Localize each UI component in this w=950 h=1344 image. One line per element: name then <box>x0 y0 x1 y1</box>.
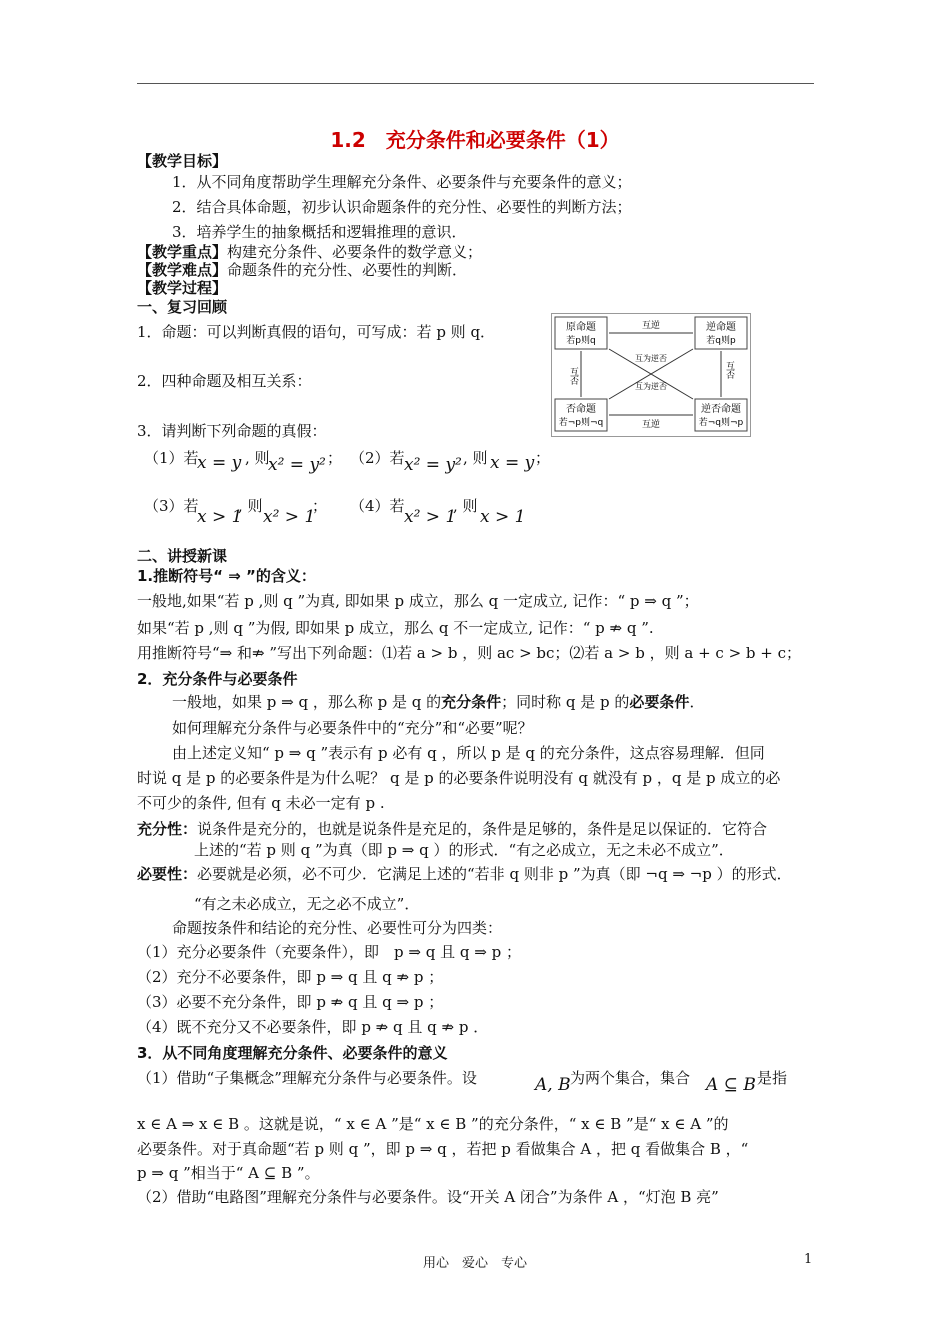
tl-title: 原命题 <box>566 322 596 333</box>
section-2-line-5: 不可少的条件, 但有 q 未必一定有 p . <box>137 794 385 812</box>
sufficiency-line-1 <box>137 818 767 839</box>
difficulty-label: 【教学难点】 <box>137 261 228 279</box>
necessity-line-1 <box>137 863 792 884</box>
section-3-subset: A ⊆ B <box>706 1075 756 1095</box>
s2-l1-e: ． <box>689 693 705 711</box>
br-sub: 若¬q则¬p <box>698 418 744 428</box>
necessary-condition-term: 必要条件 <box>629 693 690 711</box>
review-heading: 一、复习回顾 <box>137 298 228 316</box>
section-2-line-2: 如何理解充分条件与必要条件中的“充分”和“必要”呢？ <box>172 719 533 737</box>
s2-l1-c: ；同时称 q 是 p 的 <box>501 693 630 711</box>
section-1-line-1: 一般地,如果“若 p ,则 q ”为真, 即如果 p 成立，那么 q 一定成立, 记作：“ p ⇒ q ”； <box>137 592 699 610</box>
tr-sub: 若q则p <box>706 336 736 346</box>
question-3-end: ； <box>312 497 328 515</box>
section-3-line-1a: （1）借助“子集概念”理解充分条件与必要条件。设 <box>137 1069 477 1087</box>
question-3-label: （3）若 <box>144 497 199 515</box>
classification-3: （3）必要不充分条件，即 p ⇏ q 且 q ⇒ p ； <box>137 993 444 1011</box>
diag-label-1: 互为逆否 <box>635 354 667 363</box>
tl-sub: 若p则q <box>566 336 596 346</box>
question-2-label: （2）若 <box>350 449 405 467</box>
sufficient-condition-term: 充分条件 <box>441 693 502 711</box>
section-3-line-1e: 是指 <box>757 1069 788 1087</box>
review-item-1: 1．命题：可以判断真假的语句，可写成：若 p 则 q． <box>137 323 496 341</box>
question-4-condition: x² > 1 <box>404 507 457 527</box>
section-1-line-2: 如果“若 p ,则 q ”为假, 即如果 p 成立，那么 q 不一定成立, 记作：“ p ⇏ q ”. <box>137 619 654 637</box>
section-2-line-1 <box>172 691 704 712</box>
process-heading: 【教学过程】 <box>137 279 228 297</box>
necessity-line-2: “有之未必成立，无之必不成立”． <box>194 895 420 913</box>
section-3-line-3: 必要条件。对于真命题“若 p 则 q ”，即 p ⇒ q ，若把 p 看做集合 A ，把 q 看做集合 B ，“ <box>137 1140 749 1158</box>
section-3-line-5: （2）借助“电路图”理解充分条件与必要条件。设“开关 A 闭合”为条件 A ，“灯泡 B 亮” <box>137 1188 719 1206</box>
diag-label-2: 互为逆否 <box>635 382 667 391</box>
question-1-result: x² = y² <box>268 455 326 475</box>
sufficiency-text: 说条件是充分的，也就是说条件是充足的，条件是足够的，条件是足以保证的．它符合 <box>197 820 768 838</box>
page-number: 1 <box>804 1252 813 1267</box>
question-4-label: （4）若 <box>350 497 405 515</box>
sufficiency-line-2: 上述的“若 p 则 q ”为真（即 p ⇒ q ）的形式．“有之必成立，无之未必不成立”． <box>194 841 734 859</box>
page-title: 1.2 充分条件和必要条件（1） <box>330 128 620 152</box>
question-1-label: （1）若 <box>144 449 199 467</box>
section-3-heading: 3．从不同角度理解充分条件、必要条件的意义 <box>137 1044 448 1062</box>
necessity-label: 必要性： <box>137 865 198 883</box>
key-point-text: 构建充分条件、必要条件的数学意义； <box>227 243 483 261</box>
question-3-then: , 则 <box>238 497 263 515</box>
section-2-line-3: 由上述定义知“ p ⇒ q ”表示有 p 必有 q ，所以 p 是 q 的充分条件，这点容易理解．但同 <box>172 744 765 762</box>
review-item-2: 2．四种命题及相互关系： <box>137 372 312 390</box>
section-2-heading: 2．充分条件与必要条件 <box>137 670 298 688</box>
section-1-heading: 1.推断符号“ ⇒ ”的含义： <box>137 567 316 585</box>
question-4-result: x > 1 <box>480 507 526 527</box>
tr-title: 逆命题 <box>706 322 736 333</box>
goal-item-1: 1．从不同角度帮助学生理解充分条件、必要条件与充要条件的意义； <box>172 173 632 191</box>
section-3-sets: A, B <box>535 1075 571 1095</box>
classification-2: （2）充分不必要条件，即 p ⇒ q 且 q ⇏ p ； <box>137 968 444 986</box>
goal-item-3: 3．培养学生的抽象概括和逻辑推理的意识． <box>172 223 467 241</box>
bottom-label: 互逆 <box>641 420 661 430</box>
section-3-line-2: x ∈ A ⇒ x ∈ B 。这就是说，“ x ∈ A ”是“ x ∈ B ”的充分条件，“ x ∈ B ”是“ x ∈ A ”的 <box>137 1115 729 1133</box>
section-2-line-4: 时说 q 是 p 的必要条件是为什么呢？ q 是 p 的必要条件说明没有 q 就没有 p ，q 是 p 成立的必 <box>137 769 781 787</box>
question-3-result: x² > 1 <box>263 507 316 527</box>
top-label: 互逆 <box>641 321 661 331</box>
question-2-condition: x² = y² <box>404 455 462 475</box>
question-1-condition: x = y <box>197 453 242 473</box>
sufficiency-label: 充分性： <box>137 820 198 838</box>
question-4-then: , 则 <box>453 497 478 515</box>
question-2-then: , 则 <box>463 449 488 467</box>
header-rule <box>137 83 814 84</box>
question-3-condition: x > 1 <box>197 507 243 527</box>
question-2-end: ； <box>535 449 551 467</box>
s2-l1-a: 一般地，如果 p ⇒ q ，那么称 p 是 q 的 <box>172 693 442 711</box>
question-2-result: x = y <box>490 453 535 473</box>
footer-text: 用心 爱心 专心 <box>422 1256 527 1271</box>
new-lesson-heading: 二、讲授新课 <box>137 547 228 565</box>
classification-intro: 命题按条件和结论的充分性、必要性可分为四类： <box>172 919 503 937</box>
classification-4: （4）既不充分又不必要条件，即 p ⇏ q 且 q ⇏ p ． <box>137 1018 489 1036</box>
four-propositions-diagram <box>551 313 751 437</box>
bl-title: 否命题 <box>566 404 596 415</box>
question-1-then: , 则 <box>245 449 270 467</box>
section-3-line-4: p ⇒ q ”相当于“ A ⊆ B ”。 <box>137 1164 320 1182</box>
necessity-text: 必要就是必须，必不可少．它满足上述的“若非 q 则非 p ”为真（即 ¬q ⇒ ¬p ）的形式． <box>197 865 792 883</box>
bl-sub: 若¬p则¬q <box>558 418 604 428</box>
br-title: 逆否命题 <box>701 404 741 415</box>
right-label: 互否 <box>724 361 734 379</box>
question-1-end: ； <box>327 449 343 467</box>
section-3-line-1c: 为两个集合，集合 <box>570 1069 691 1087</box>
review-item-3: 3．请判断下列命题的真假： <box>137 422 327 440</box>
difficulty-text: 命题条件的充分性、必要性的判断． <box>227 261 468 279</box>
section-1-line-3: 用推断符号“⇒ 和⇏ ”写出下列命题：⑴若 a > b ，则 ac > bc；⑵若 a > b ，则 a + c > b + c； <box>137 644 802 662</box>
key-point-label: 【教学重点】 <box>137 243 228 261</box>
left-label: 互否 <box>568 367 578 385</box>
classification-1: （1）充分必要条件（充要条件），即 p ⇒ q 且 q ⇒ p ； <box>137 943 521 961</box>
goals-heading: 【教学目标】 <box>137 152 228 170</box>
goal-item-2: 2．结合具体命题，初步认识命题条件的充分性、必要性的判断方法； <box>172 198 632 216</box>
